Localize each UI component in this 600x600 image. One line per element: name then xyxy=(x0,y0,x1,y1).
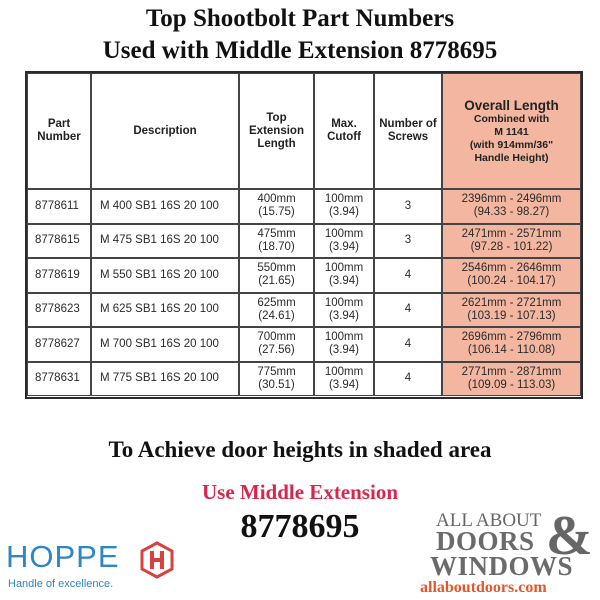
overall-mm-value: 2696mm - 2796mm xyxy=(461,331,562,344)
screws-value: 4 xyxy=(404,372,412,385)
page-title: Top Shootbolt Part Numbers xyxy=(145,5,455,32)
header-overall-length-sub-4: Handle Height) xyxy=(474,151,549,164)
cutoff-mm-value: 100mm xyxy=(324,227,364,240)
aad-ampersand: & xyxy=(546,505,593,567)
shaded-area-note: To Achieve door heights in shaded area xyxy=(108,437,492,462)
table-row-max-cutoff xyxy=(314,258,374,293)
overall-in-value: (109.09 - 113.03) xyxy=(467,378,556,391)
extension-in-value: (30.51) xyxy=(258,378,295,391)
description-value: M 625 SB1 16S 20 100 xyxy=(100,303,219,316)
header-overall-length-sub-1: Combined with xyxy=(473,112,550,125)
extension-mm-value: 625mm xyxy=(257,296,296,309)
extension-mm-value: 475mm xyxy=(257,227,296,240)
table-row-part-number xyxy=(27,327,91,362)
header-max-cutoff xyxy=(314,73,374,189)
description-value: M 700 SB1 16S 20 100 xyxy=(100,337,219,350)
table-row-part-number xyxy=(27,224,91,259)
header-overall-length-sub-3: (with 914mm/36" xyxy=(469,138,554,151)
table-row-screws xyxy=(374,327,442,362)
table-row-description xyxy=(91,362,239,397)
hoppe-logo xyxy=(6,537,196,597)
header-max-cutoff-label: Max. Cutoff xyxy=(327,118,361,143)
extension-number: 8778695 xyxy=(240,508,360,545)
overall-in-value: (103.19 - 107.13) xyxy=(467,309,556,322)
extension-in-value: (15.75) xyxy=(258,206,295,219)
header-part-number xyxy=(27,73,91,189)
table-row-overall-length xyxy=(442,293,581,328)
overall-mm-value: 2546mm - 2646mm xyxy=(461,262,562,275)
extension-mm-value: 400mm xyxy=(257,193,296,206)
table-row-description xyxy=(91,293,239,328)
extension-in-value: (21.65) xyxy=(258,275,295,288)
table-row-description xyxy=(91,327,239,362)
extension-in-value: (18.70) xyxy=(258,240,295,253)
description-value: M 400 SB1 16S 20 100 xyxy=(100,199,219,212)
table-row-description xyxy=(91,224,239,259)
part-number-value: 8778619 xyxy=(35,268,80,281)
header-screws-label: Number of Screws xyxy=(379,118,437,143)
extension-mm-value: 550mm xyxy=(257,262,296,275)
part-number-table xyxy=(25,71,583,399)
hoppe-name: HOPPE xyxy=(6,539,120,574)
table-row-description xyxy=(91,258,239,293)
table-row-extension-length xyxy=(239,258,314,293)
table-row-max-cutoff xyxy=(314,224,374,259)
overall-in-value: (97.28 - 101.22) xyxy=(470,240,553,253)
description-value: M 475 SB1 16S 20 100 xyxy=(100,234,219,247)
table-row-screws xyxy=(374,189,442,224)
use-extension-label: Use Middle Extension xyxy=(201,480,398,504)
header-description xyxy=(91,73,239,189)
screws-value: 4 xyxy=(404,268,412,281)
table-row-description xyxy=(91,189,239,224)
aad-url: allaboutdoors.com xyxy=(420,579,547,596)
overall-in-value: (100.24 - 104.17) xyxy=(467,275,556,288)
cutoff-in-value: (3.94) xyxy=(328,309,360,322)
description-value: M 775 SB1 16S 20 100 xyxy=(100,372,219,385)
table-row-extension-length xyxy=(239,362,314,397)
cutoff-mm-value: 100mm xyxy=(324,331,364,344)
cutoff-mm-value: 100mm xyxy=(324,193,364,206)
table-row-screws xyxy=(374,258,442,293)
header-number-of-screws xyxy=(374,73,442,189)
part-number-value: 8778631 xyxy=(35,372,80,385)
overall-mm-value: 2471mm - 2571mm xyxy=(461,227,562,240)
cutoff-in-value: (3.94) xyxy=(328,378,360,391)
overall-in-value: (94.33 - 98.27) xyxy=(473,206,550,219)
table-row-max-cutoff xyxy=(314,362,374,397)
aad-windows: WINDOWS xyxy=(430,551,574,581)
table-row-screws xyxy=(374,224,442,259)
description-value: M 550 SB1 16S 20 100 xyxy=(100,268,219,281)
part-number-value: 8778611 xyxy=(35,199,79,212)
cutoff-mm-value: 100mm xyxy=(324,296,364,309)
page-subtitle: Used with Middle Extension 8778695 xyxy=(102,37,498,64)
screws-value: 3 xyxy=(404,199,412,212)
table-row-screws xyxy=(374,362,442,397)
header-top-extension-length xyxy=(239,73,314,189)
table-row-overall-length xyxy=(442,362,581,397)
header-part-number-label: Part Number xyxy=(37,118,81,143)
hoppe-hexagon-icon xyxy=(139,541,175,579)
table-row-max-cutoff xyxy=(314,327,374,362)
extension-mm-value: 775mm xyxy=(257,365,296,378)
hoppe-tagline: Handle of excellence. xyxy=(8,578,114,590)
aad-all-about: ALL ABOUT xyxy=(436,510,542,531)
part-number-value: 8778627 xyxy=(35,337,80,350)
table-row-overall-length xyxy=(442,327,581,362)
part-number-value: 8778623 xyxy=(35,303,80,316)
extension-in-value: (27.56) xyxy=(258,344,295,357)
table-row-part-number xyxy=(27,362,91,397)
cutoff-in-value: (3.94) xyxy=(328,344,360,357)
table-row-extension-length xyxy=(239,224,314,259)
part-number-value: 8778615 xyxy=(35,234,80,247)
table-row-overall-length xyxy=(442,189,581,224)
header-top-extension-label: Top Extension Length xyxy=(249,111,304,150)
overall-mm-value: 2621mm - 2721mm xyxy=(461,296,562,309)
table-row-extension-length xyxy=(239,189,314,224)
screws-value: 4 xyxy=(404,303,412,316)
table-row-overall-length xyxy=(442,224,581,259)
cutoff-mm-value: 100mm xyxy=(324,262,364,275)
table-row-extension-length xyxy=(239,327,314,362)
table-row-overall-length xyxy=(442,258,581,293)
header-overall-length-sub-2: M 1141 xyxy=(494,125,529,138)
overall-in-value: (106.14 - 110.08) xyxy=(467,344,556,357)
overall-mm-value: 2396mm - 2496mm xyxy=(461,193,562,206)
header-overall-length-label: Overall Length xyxy=(464,97,559,113)
table-row-max-cutoff xyxy=(314,293,374,328)
table-row-part-number xyxy=(27,293,91,328)
table-row-screws xyxy=(374,293,442,328)
table-row-part-number xyxy=(27,189,91,224)
screws-value: 4 xyxy=(404,337,412,350)
table-row-part-number xyxy=(27,258,91,293)
aad-doors: DOORS xyxy=(436,526,535,556)
extension-in-value: (24.61) xyxy=(258,309,295,322)
cutoff-mm-value: 100mm xyxy=(324,365,364,378)
header-description-label: Description xyxy=(133,124,197,137)
overall-mm-value: 2771mm - 2871mm xyxy=(461,365,562,378)
cutoff-in-value: (3.94) xyxy=(328,240,360,253)
extension-mm-value: 700mm xyxy=(257,331,296,344)
cutoff-in-value: (3.94) xyxy=(328,275,360,288)
table-row-max-cutoff xyxy=(314,189,374,224)
cutoff-in-value: (3.94) xyxy=(328,206,360,219)
table-row-extension-length xyxy=(239,293,314,328)
allaboutdoors-logo xyxy=(416,505,600,598)
header-overall-length xyxy=(442,73,581,189)
screws-value: 3 xyxy=(404,234,412,247)
